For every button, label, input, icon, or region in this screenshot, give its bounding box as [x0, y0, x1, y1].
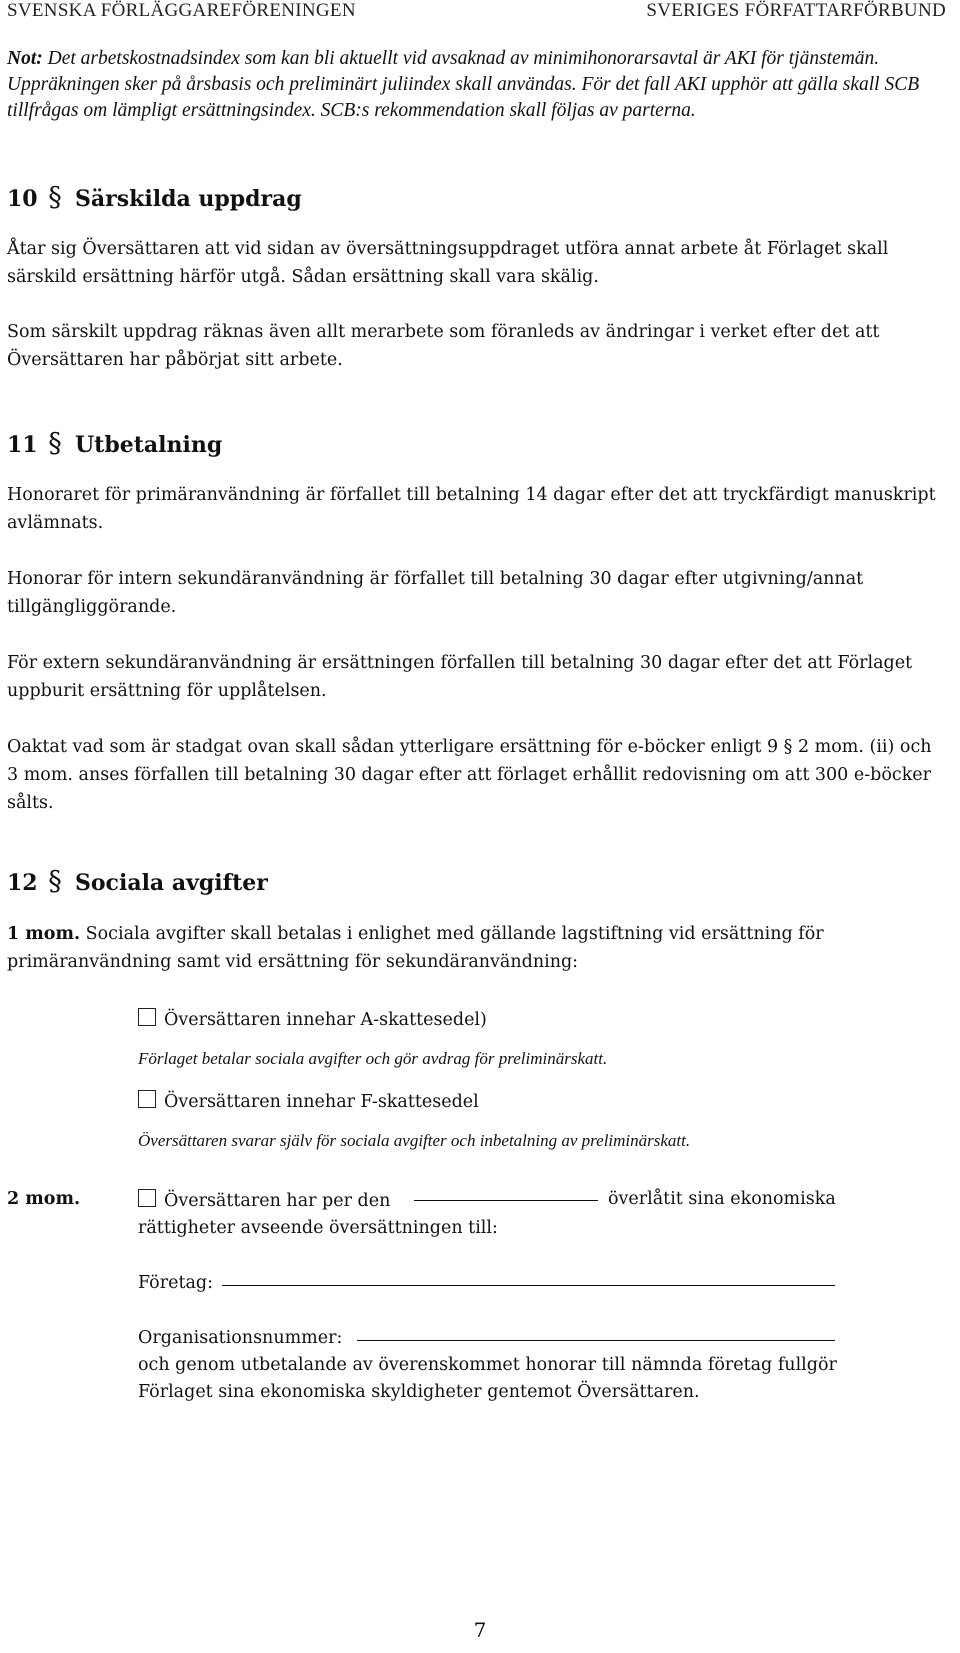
section-12-heading: [7, 866, 268, 897]
section-11-paragraph-2: Honorar för intern sekundäranvändning är förfallet till betalning 30 dagar efter utgivning/annat tillgängliggörande.: [7, 569, 864, 617]
section-11-paragraph-3: För extern sekundäranvändning är ersättningen förfallen till betalning 30 dagar efter det att Förlaget uppburit ersättning för upplåtelsen.: [7, 653, 913, 701]
checkbox-f-skattesedel[interactable]: [138, 1090, 156, 1108]
paragraph-text-end: 2 mom. (ii) och 3 mom. anses förfallen till betalning 30 dagar efter att förlaget erhållit redovisning om att 300 e-böcker sålts.: [7, 737, 932, 813]
section-symbol: §: [48, 866, 62, 897]
section-symbol: §: [48, 182, 62, 213]
mom-1-paragraph: [7, 920, 947, 976]
section-10-paragraph-1: Åtar sig Översättaren att vid sidan av översättningsuppdraget utföra annat arbete åt Förlaget skall särskild ersättning härför utgå. Sådan ersättning skall vara skälig.: [7, 239, 889, 287]
orgnr-blank-line[interactable]: [357, 1340, 835, 1341]
section-title: Sociala avgifter: [75, 870, 268, 896]
section-11-heading: [7, 428, 222, 459]
date-blank-line[interactable]: [414, 1200, 598, 1201]
section-title: Särskilda uppdrag: [75, 186, 302, 212]
section-11-paragraph-4: [7, 733, 947, 817]
section-number: 10: [7, 186, 38, 212]
paragraph-text-start: Oaktat vad som är stadgat ovan skall sådan ytterligare ersättning för e-böcker enligt 9: [7, 737, 784, 757]
mom-2-label: 2 mom.: [7, 1189, 81, 1209]
mom-2-text-b: överlåtit sina ekonomiska: [608, 1189, 836, 1209]
section-number: 12: [7, 870, 38, 896]
option-f-note: Översättaren svarar själv för sociala avgifter och inbetalning av preliminärskatt.: [138, 1131, 691, 1150]
checkbox-mom-2[interactable]: [138, 1189, 156, 1207]
section-title: Utbetalning: [75, 432, 223, 458]
mom-2-option[interactable]: [138, 1189, 390, 1211]
option-a-note: Förlaget betalar sociala avgifter och gör avdrag för preliminärskatt.: [138, 1049, 608, 1068]
note-label: Not:: [7, 48, 43, 69]
mom-2-text-a: Översättaren har per den: [164, 1191, 391, 1211]
section-10-paragraph-2: Som särskilt uppdrag räknas även allt merarbete som föranleds av ändringar i verket efter det att Översättaren har påbörjat sitt arbete.: [7, 322, 880, 370]
option-f-skattesedel[interactable]: [138, 1090, 479, 1112]
closing-line-2: Förlaget sina ekonomiska skyldigheter gentemot Översättaren.: [138, 1382, 700, 1402]
section-number: 11: [7, 432, 38, 458]
mom-1-text: Sociala avgifter skall betalas i enlighet med gällande lagstiftning vid ersättning för primäranvändning samt vid ersättning för sekundäranvändning:: [7, 924, 824, 972]
header-right: SVERIGES FÖRFATTARFÖRBUND: [646, 0, 946, 21]
company-blank-line[interactable]: [222, 1285, 835, 1286]
company-label: Företag:: [138, 1273, 214, 1293]
section-symbol: §: [783, 737, 793, 757]
note-text: Det arbetskostnadsindex som kan bli aktuellt vid avsaknad av minimihonorarsavtal är AKI för tjänstemän. Uppräkningen sker på årsbasis och preliminärt juliindex skall användas. För det fall AKI upphör att gälla skall SCB tillfrågas om lämpligt ersättningsindex. SCB:s rekommendation skall följas av parterna.: [7, 48, 920, 121]
option-a-skattesedel[interactable]: [138, 1008, 487, 1030]
section-11-paragraph-1: Honoraret för primäranvändning är förfallet till betalning 14 dagar efter det att tryckfärdigt manuskript avlämnats.: [7, 485, 936, 533]
header-left: SVENSKA FÖRLÄGGAREFÖRENINGEN: [7, 0, 356, 21]
section-10-heading: [7, 182, 302, 213]
page-number: 7: [473, 1618, 487, 1642]
checkbox-a-skattesedel[interactable]: [138, 1008, 156, 1026]
note-paragraph: [7, 46, 937, 124]
orgnr-label: Organisationsnummer:: [138, 1328, 343, 1348]
option-f-label: Översättaren innehar F-skattesedel: [164, 1092, 479, 1112]
section-symbol: §: [48, 428, 62, 459]
option-a-label: Översättaren innehar A-skattesedel): [164, 1010, 487, 1030]
closing-line-1: och genom utbetalande av överenskommet honorar till nämnda företag fullgör: [138, 1355, 837, 1375]
mom-2-text-c: rättigheter avseende översättningen till:: [138, 1218, 498, 1238]
mom-1-label: 1 mom.: [7, 924, 81, 944]
